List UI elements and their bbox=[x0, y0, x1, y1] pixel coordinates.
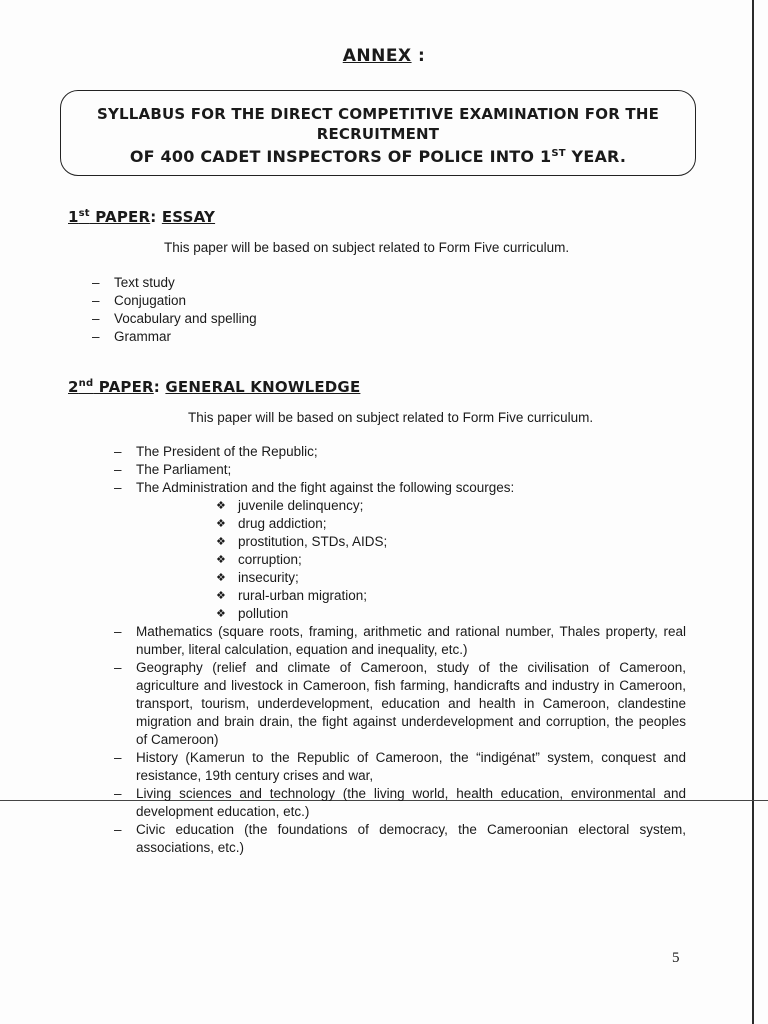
paper-2-num: 2 bbox=[68, 378, 79, 396]
list-item bbox=[114, 659, 686, 749]
dash-icon: – bbox=[114, 786, 122, 801]
paper-2-heading bbox=[68, 378, 360, 396]
diamond-bullet-icon: ❖ bbox=[216, 572, 226, 584]
list-item bbox=[114, 479, 686, 623]
dash-icon: – bbox=[114, 444, 122, 459]
list-item-text: History (Kamerun to the Republic of Cameroon, the “indigénat” system, conquest and resistance, 19th century crises and war, bbox=[136, 750, 686, 783]
scourge-text: corruption; bbox=[238, 552, 302, 567]
list-item-text: Mathematics (square roots, framing, arithmetic and rational number, Thales property, real number, literal calculation, equation and inequality, etc.) bbox=[136, 624, 686, 657]
list-item bbox=[114, 821, 686, 857]
paper-1-sup: st bbox=[78, 208, 90, 219]
dash-icon: – bbox=[92, 329, 100, 344]
scourge-text: prostitution, STDs, AIDS; bbox=[238, 534, 388, 549]
list-item bbox=[92, 274, 652, 292]
scourge-text: juvenile delinquency; bbox=[238, 498, 364, 513]
diamond-bullet-icon: ❖ bbox=[216, 608, 226, 620]
scourge-item bbox=[216, 533, 686, 551]
list-item-text: Vocabulary and spelling bbox=[114, 311, 257, 326]
dash-icon: – bbox=[114, 660, 122, 675]
paper-1-topic-list bbox=[92, 274, 652, 346]
scourge-item bbox=[216, 587, 686, 605]
list-item bbox=[92, 328, 652, 346]
list-item-text: Living sciences and technology (the living world, health education, environmental and development education, etc.) bbox=[136, 786, 686, 819]
diamond-bullet-icon: ❖ bbox=[216, 536, 226, 548]
paper-1-num: 1 bbox=[68, 208, 79, 226]
dash-icon: – bbox=[92, 293, 100, 308]
scourge-item bbox=[216, 515, 686, 533]
paper-1-number bbox=[68, 208, 150, 226]
list-item-text: The Administration and the fight against the following scourges: bbox=[136, 480, 515, 495]
dash-icon: – bbox=[92, 311, 100, 326]
diamond-bullet-icon: ❖ bbox=[216, 554, 226, 566]
diamond-bullet-icon: ❖ bbox=[216, 500, 226, 512]
paper-1-intro: This paper will be based on subject related to Form Five curriculum. bbox=[164, 240, 570, 255]
dash-icon: – bbox=[114, 750, 122, 765]
page-edge-line bbox=[752, 0, 754, 1024]
syllabus-line-3-sup: ST bbox=[551, 148, 566, 159]
paper-1-label: PAPER bbox=[89, 208, 151, 226]
syllabus-title-box bbox=[60, 90, 696, 176]
syllabus-line-2: RECRUITMENT bbox=[316, 125, 440, 143]
dash-icon: – bbox=[114, 624, 122, 639]
list-item bbox=[114, 749, 686, 785]
annex-title-colon: : bbox=[411, 46, 426, 66]
scourge-item bbox=[216, 497, 686, 515]
list-item bbox=[114, 443, 686, 461]
list-item-text: Text study bbox=[114, 275, 175, 290]
scourge-item bbox=[216, 605, 686, 623]
scourge-text: insecurity; bbox=[238, 570, 299, 585]
syllabus-line-1: SYLLABUS FOR THE DIRECT COMPETITIVE EXAMINATION FOR THE bbox=[96, 105, 660, 123]
list-item bbox=[114, 461, 686, 479]
page-number: 5 bbox=[672, 950, 680, 966]
syllabus-line-3 bbox=[61, 147, 695, 166]
diamond-bullet-icon: ❖ bbox=[216, 518, 226, 530]
list-item-text: Conjugation bbox=[114, 293, 187, 308]
scourge-text: pollution bbox=[238, 606, 289, 621]
list-item bbox=[92, 292, 652, 310]
list-item-text: The President of the Republic; bbox=[136, 444, 318, 459]
list-item bbox=[92, 310, 652, 328]
scourges-list bbox=[216, 497, 686, 623]
syllabus-line-3-text: OF 400 CADET INSPECTORS OF POLICE INTO 1 bbox=[129, 147, 552, 166]
syllabus-line-3-end: YEAR. bbox=[565, 147, 627, 166]
dash-icon: – bbox=[92, 275, 100, 290]
annex-title-text: ANNEX bbox=[342, 46, 412, 66]
paper-2-title: GENERAL KNOWLEDGE bbox=[165, 378, 361, 396]
paper-2-topic-list bbox=[114, 443, 686, 857]
scourge-text: drug addiction; bbox=[238, 516, 327, 531]
paper-2-number bbox=[68, 378, 154, 396]
paper-1-title: ESSAY bbox=[161, 208, 216, 226]
annex-title bbox=[0, 46, 768, 66]
list-item bbox=[114, 785, 686, 821]
paper-2-sup: nd bbox=[78, 378, 94, 389]
paper-2-colon: : bbox=[153, 378, 166, 396]
list-item-text: Civic education (the foundations of democracy, the Cameroonian electoral system, associations, etc.) bbox=[136, 822, 686, 855]
paper-2-intro: This paper will be based on subject related to Form Five curriculum. bbox=[188, 410, 594, 425]
diamond-bullet-icon: ❖ bbox=[216, 590, 226, 602]
paper-2-label: PAPER bbox=[93, 378, 154, 396]
scourge-item bbox=[216, 569, 686, 587]
dash-icon: – bbox=[114, 480, 122, 495]
list-item-text: Grammar bbox=[114, 329, 171, 344]
list-item bbox=[114, 623, 686, 659]
dash-icon: – bbox=[114, 822, 122, 837]
paper-1-colon: : bbox=[150, 208, 162, 226]
list-item-text: Geography (relief and climate of Cameroon, study of the civilisation of Cameroon, agriculture and livestock in Cameroon, fish farming, handicrafts and industry in Cameroon, transport, tourism, underdevelopment, education and health in Cameroon, clandestine migration and brain drain, the fight against underdevelopment and corruption, the peoples of Cameroon) bbox=[136, 660, 686, 747]
list-item-text: The Parliament; bbox=[136, 462, 232, 477]
paper-1-heading bbox=[68, 208, 215, 226]
dash-icon: – bbox=[114, 462, 122, 477]
scourge-item bbox=[216, 551, 686, 569]
scourge-text: rural-urban migration; bbox=[238, 588, 368, 603]
